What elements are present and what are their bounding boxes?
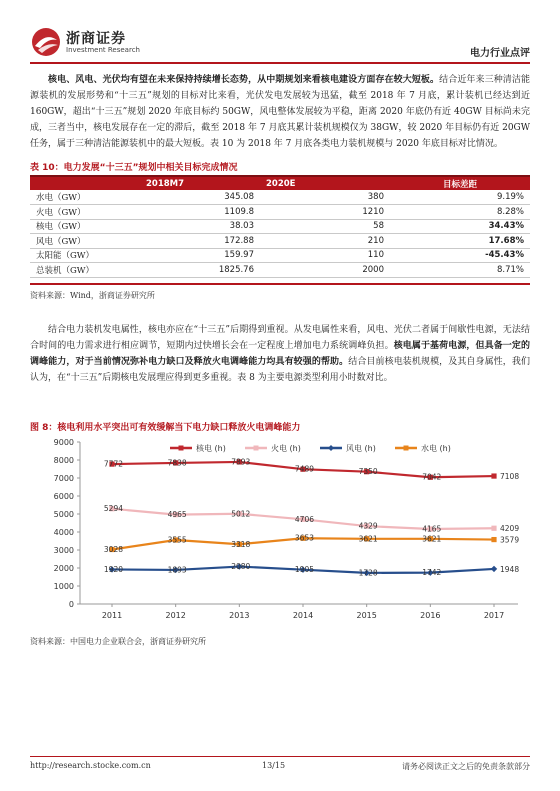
utilization-hours-chart <box>30 436 530 626</box>
footer-disclaimer: 请务必阅读正文之后的免责条款部分 <box>402 762 530 771</box>
table-source: 资料来源：Wind，浙商证券研究所 <box>30 291 155 300</box>
target-completion-table <box>30 175 530 278</box>
analysis-text-2: 结合目前核电装机规模，及其自身属性，我们认为，在“十三五”后期核电发展理应得到更多重视。表 8 为主要电源类型利用小时数对比。 <box>30 357 530 383</box>
x-tick-label: 2017 <box>483 611 505 620</box>
value-2018m7: 159.97 <box>140 248 260 263</box>
x-tick-label: 2015 <box>356 611 377 620</box>
table-row <box>30 248 530 263</box>
data-label: 5012 <box>231 509 251 519</box>
x-tick-label: 2014 <box>292 611 314 620</box>
data-label: 3555 <box>167 535 187 545</box>
value-2020e: 110 <box>260 248 390 263</box>
data-label: 3653 <box>294 533 314 543</box>
data-label: 3579 <box>500 535 520 545</box>
value-2020e: 210 <box>260 234 390 249</box>
table-bottom-rule <box>30 283 530 285</box>
data-label: 4965 <box>167 510 187 520</box>
data-label: 7108 <box>500 472 520 482</box>
value-2020e: 380 <box>260 190 390 205</box>
row-label: 太阳能（GW） <box>30 248 140 263</box>
table-row <box>30 219 530 234</box>
analysis-text-1: 结合电力装机发电属性，核电亦应在“十三五”后期得到重视。从发电属性来看，风电、光伏二者属于间歇性电源，无法结合时间的电力需求进行相应调节，短期内过快增长会在一定程度上增加电力系统调峰负担。 <box>30 325 530 351</box>
table-caption: 表 10：电力发展“十三五”规划中相关目标完成情况 <box>30 163 238 173</box>
data-label: 3621 <box>358 534 378 544</box>
value-gap: 9.19% <box>390 190 530 205</box>
y-tick-label: 5000 <box>53 510 74 519</box>
table-header-cell: 2018M7 <box>140 176 260 190</box>
data-label: 1742 <box>422 568 442 578</box>
value-2020e: 58 <box>260 219 390 234</box>
table-header-cell: 2020E <box>260 176 390 190</box>
data-label: 7838 <box>167 458 187 468</box>
value-gap: 17.68% <box>390 234 530 249</box>
data-label: 2080 <box>231 562 251 572</box>
footer-divider <box>30 756 530 757</box>
row-label: 火电（GW） <box>30 205 140 220</box>
data-label: 7893 <box>231 457 251 467</box>
data-label: 4165 <box>422 524 442 534</box>
y-tick-label: 8000 <box>53 456 74 465</box>
intro-bold-text: 核电、风电、光伏均有望在未来保持持续增长态势，从中期规划来看核电建设方面存在较大短板。 <box>48 75 440 85</box>
value-2020e: 2000 <box>260 263 390 278</box>
intro-body-text: 结合近年来三种清洁能源装机的发展形势和“十三五”规划的目标对比来看，光伏发电发展较为迅猛，截至 2018 年 7 月底，累计装机已经达到近 160GW，超出“十三五”规划 2020 年底目标约 50GW，风电整体发展较为平稳，距离 2020 年底仍有近 40GW 目标尚未完成，三者当中，核电发展存在一定的滞后，截至 2018 年 7 月底其累计装机规模仅为 38GW，较 2020 年目标仍有近 20GW 任务，属于三种清洁能源装机中的最大短板。表 10 为 2018 年 7 月底各类电力装机规模与 2020 年底目标对比情况。 <box>30 75 530 149</box>
data-label: 3028 <box>103 544 123 554</box>
intro-paragraph <box>30 72 530 152</box>
data-label: 1905 <box>294 565 314 575</box>
page-number: 13/15 <box>262 761 286 770</box>
legend-label: 核电 (h) <box>196 444 226 453</box>
x-tick-label: 2013 <box>229 611 250 620</box>
data-point <box>491 566 497 572</box>
row-label: 水电（GW） <box>30 190 140 205</box>
data-label: 4329 <box>358 521 378 531</box>
table-row <box>30 190 530 205</box>
data-label: 1920 <box>103 564 123 574</box>
table-header-cell <box>30 176 140 190</box>
page-header <box>30 20 530 64</box>
table-row <box>30 263 530 278</box>
data-point <box>491 526 496 531</box>
data-label: 7350 <box>358 467 378 477</box>
table-header-row <box>30 176 530 190</box>
logo-text: 浙商证券 <box>66 31 126 47</box>
report-type-label: 电力行业点评 <box>470 48 530 59</box>
logo-subtitle: Investment Research <box>66 46 140 54</box>
x-tick-label: 2012 <box>165 611 186 620</box>
x-tick-label: 2016 <box>420 611 441 620</box>
legend-marker <box>179 446 184 451</box>
data-label: 3318 <box>231 539 251 549</box>
value-gap: -45.43% <box>390 248 530 263</box>
zheshang-logo-icon <box>30 26 62 58</box>
data-label: 1948 <box>500 564 520 574</box>
figure-source: 资料来源：中国电力企业联合会，浙商证券研究所 <box>30 637 206 646</box>
legend-label: 风电 (h) <box>346 444 376 453</box>
header-divider <box>30 62 530 64</box>
data-point <box>491 473 496 478</box>
legend-marker <box>328 445 334 451</box>
table-header-cell: 目标差距 <box>390 176 530 190</box>
data-label: 5294 <box>103 504 123 514</box>
data-label: 7042 <box>422 472 442 482</box>
row-label: 总装机（GW） <box>30 263 140 278</box>
value-2018m7: 1825.76 <box>140 263 260 278</box>
value-2018m7: 345.08 <box>140 190 260 205</box>
data-label: 7772 <box>103 459 123 469</box>
y-tick-label: 0 <box>68 600 74 609</box>
legend-label: 水电 (h) <box>421 444 451 453</box>
data-label: 4706 <box>294 514 314 524</box>
figure-caption: 图 8：核电利用水平突出可有效缓解当下电力缺口释放火电调峰能力 <box>30 423 301 433</box>
value-2020e: 1210 <box>260 205 390 220</box>
data-label: 1893 <box>167 565 187 575</box>
analysis-paragraph <box>30 322 530 386</box>
y-tick-label: 7000 <box>53 474 74 483</box>
footer-url[interactable]: http://research.stocke.com.cn <box>30 761 151 770</box>
row-label: 风电（GW） <box>30 234 140 249</box>
legend-marker <box>254 446 259 451</box>
value-gap: 34.43% <box>390 219 530 234</box>
data-label: 7489 <box>294 464 314 474</box>
legend-marker <box>404 446 409 451</box>
y-tick-label: 6000 <box>53 492 74 501</box>
value-2018m7: 172.88 <box>140 234 260 249</box>
y-tick-label: 3000 <box>53 546 74 555</box>
y-tick-label: 2000 <box>53 564 74 573</box>
data-label: 4209 <box>500 524 520 534</box>
value-gap: 8.28% <box>390 205 530 220</box>
value-2018m7: 38.03 <box>140 219 260 234</box>
value-gap: 8.71% <box>390 263 530 278</box>
y-tick-label: 4000 <box>53 528 74 537</box>
x-tick-label: 2011 <box>101 611 123 620</box>
analysis-bold-text: 核电属于基荷电源，但具备一定的调峰能力，对于当前情况弥补电力缺口及释放火电调峰能力均具有较强的帮助。 <box>30 341 530 367</box>
y-tick-label: 9000 <box>53 438 74 447</box>
table-row <box>30 205 530 220</box>
legend-label: 火电 (h) <box>271 444 301 453</box>
value-2018m7: 1109.8 <box>140 205 260 220</box>
data-label: 1728 <box>358 568 378 578</box>
data-label: 3621 <box>422 534 442 544</box>
row-label: 核电（GW） <box>30 219 140 234</box>
table-row <box>30 234 530 249</box>
y-tick-label: 1000 <box>53 582 74 591</box>
data-point <box>491 537 496 542</box>
